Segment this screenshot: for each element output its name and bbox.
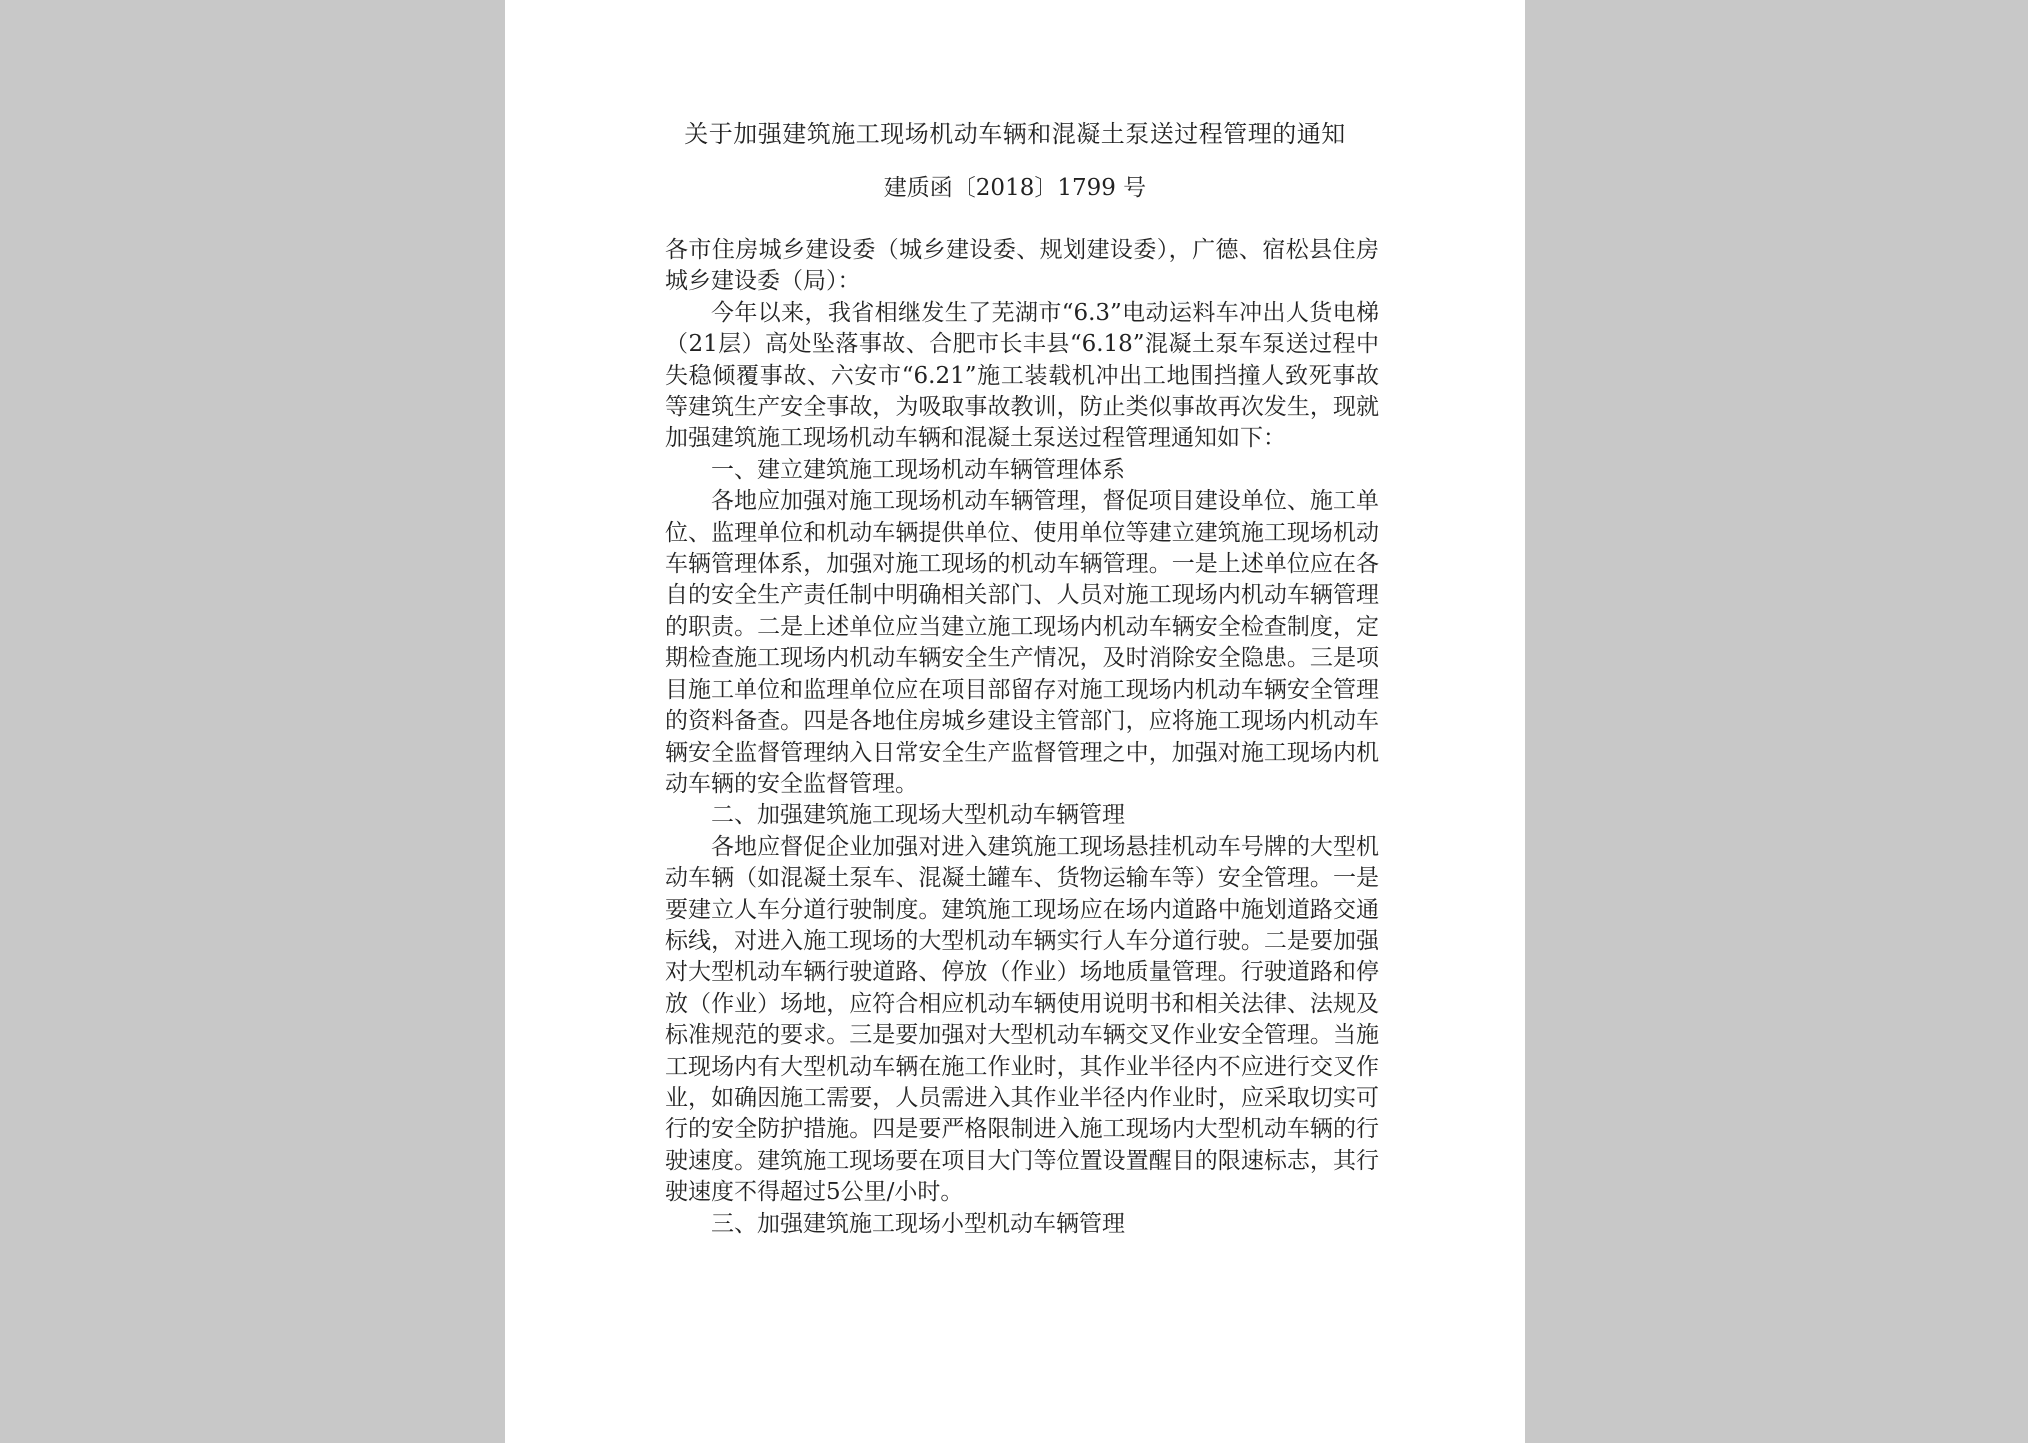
document-title: 关于加强建筑施工现场机动车辆和混凝土泵送过程管理的通知 bbox=[684, 120, 1346, 148]
intro-paragraph: 今年以来，我省相继发生了芜湖市“6.3”电动运料车冲出人货电梯（21层）高处坠落事故、合肥市长丰县“6.18”混凝土泵车泵送过程中失稳倾覆事故、六安市“6.21”施工装载机冲出工地围挡撞人致死事故等建筑生产安全事故，为吸取事故教训，防止类似事故再次发生，现就加强建筑施工现场机动车辆和混凝土泵送过程管理通知如下： bbox=[665, 299, 1379, 452]
document-body bbox=[665, 235, 1379, 1240]
section-2-paragraph: 各地应督促企业加强对进入建筑施工现场悬挂机动车号牌的大型机动车辆（如混凝土泵车、混凝土罐车、货物运输车等）安全管理。一是要建立人车分道行驶制度。建筑施工现场应在场内道路中施划道路交通标线，对进入施工现场的大型机动车辆实行人车分道行驶。二是要加强对大型机动车辆行驶道路、停放（作业）场地质量管理。行驶道路和停放（作业）场地，应符合相应机动车辆使用说明书和相关法律、法规及标准规范的要求。三是要加强对大型机动车辆交叉作业安全管理。当施工现场内有大型机动车辆在施工作业时，其作业半径内不应进行交叉作业，如确因施工需要，人员需进入其作业半径内作业时，应采取切实可行的安全防护措施。四是要严格限制进入施工现场内大型机动车辆的行驶速度。建筑施工现场要在项目大门等位置设置醒目的限速标志，其行驶速度不得超过5公里/小时。 bbox=[665, 833, 1379, 1206]
document-page bbox=[505, 0, 1525, 1443]
addressee: 各市住房城乡建设委（城乡建设委、规划建设委），广德、宿松县住房城乡建设委（局）： bbox=[665, 237, 1379, 295]
section-3-heading: 三、加强建筑施工现场小型机动车辆管理 bbox=[711, 1210, 1125, 1237]
document-number: 建质函〔2018〕1799 号 bbox=[883, 175, 1147, 201]
section-2-heading: 二、加强建筑施工现场大型机动车辆管理 bbox=[711, 802, 1125, 829]
section-1-paragraph: 各地应加强对施工现场机动车辆管理，督促项目建设单位、施工单位、监理单位和机动车辆提供单位、使用单位等建立建筑施工现场机动车辆管理体系，加强对施工现场的机动车辆管理。一是上述单位应在各自的安全生产责任制中明确相关部门、人员对施工现场内机动车辆管理的职责。二是上述单位应当建立施工现场内机动车辆安全检查制度，定期检查施工现场内机动车辆安全生产情况，及时消除安全隐患。三是项目施工单位和监理单位应在项目部留存对施工现场内机动车辆安全管理的资料备查。四是各地住房城乡建设主管部门，应将施工现场内机动车辆安全监督管理纳入日常安全生产监督管理之中，加强对施工现场内机动车辆的安全监督管理。 bbox=[665, 488, 1379, 797]
section-1-heading: 一、建立建筑施工现场机动车辆管理体系 bbox=[711, 456, 1125, 483]
